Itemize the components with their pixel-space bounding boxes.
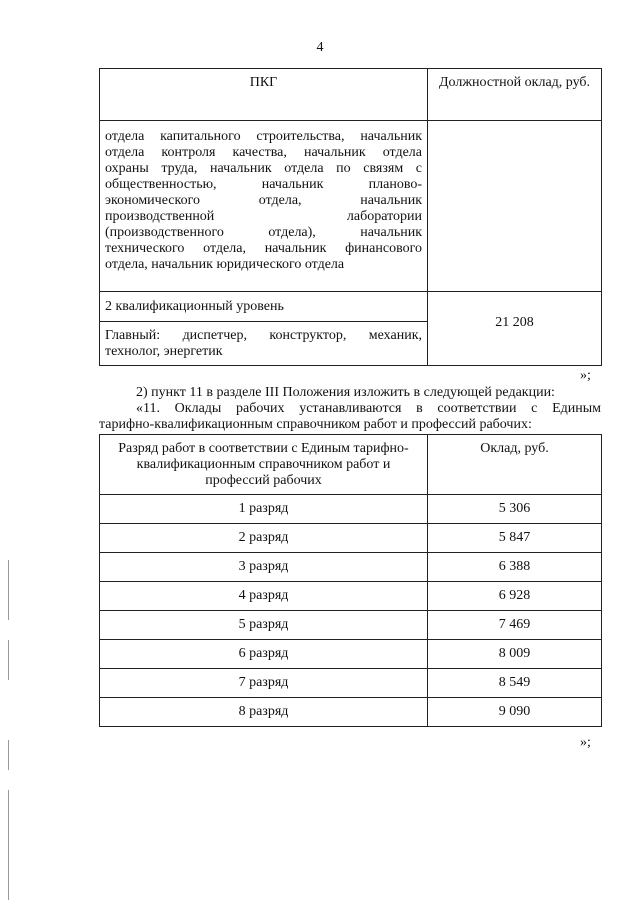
grade-cell: 3 разряд	[100, 553, 428, 582]
closing-quote: »;	[580, 735, 591, 750]
list-item: технического отдела, начальник финансового	[105, 241, 422, 256]
header-salary: Должностной оклад, руб.	[428, 69, 602, 121]
table-row	[100, 640, 602, 669]
grade-cell: 5 разряд	[100, 611, 428, 640]
salary-cell: 5 847	[428, 524, 602, 553]
salary-cell: 6 928	[428, 582, 602, 611]
salary-cell: 6 388	[428, 553, 602, 582]
table-row	[100, 495, 602, 524]
page-number: 4	[316, 40, 324, 55]
table-row	[100, 582, 602, 611]
grade-cell: 1 разряд	[100, 495, 428, 524]
list-item: отдела, начальник юридического отдела	[105, 257, 345, 272]
empty-salary-cell	[428, 121, 602, 292]
salary-cell: 8 549	[428, 669, 602, 698]
list-item: охраны труда, начальник отдела по связям с	[105, 161, 422, 176]
grade-cell: 6 разряд	[100, 640, 428, 669]
table-header-row	[100, 69, 602, 121]
list-item: экономического отдела, начальник	[105, 193, 422, 208]
scan-margin-line	[8, 640, 9, 680]
salary-cell: 5 306	[428, 495, 602, 524]
grade-cell: 7 разряд	[100, 669, 428, 698]
qualification-level-title: 2 квалификационный уровень	[100, 292, 428, 322]
table-row	[100, 611, 602, 640]
table-row	[100, 121, 602, 292]
salary-table-workers	[99, 434, 602, 727]
list-item: отдела контроля качества, начальник отдела	[105, 145, 422, 160]
grade-cell: 8 разряд	[100, 698, 428, 727]
salary-cell: 8 009	[428, 640, 602, 669]
list-item: (производственного отдела), начальник	[105, 225, 422, 240]
table-row	[100, 524, 602, 553]
list-item: производственной лаборатории	[105, 209, 422, 224]
salary-cell: 7 469	[428, 611, 602, 640]
table-row	[100, 669, 602, 698]
table-header-row	[100, 435, 602, 495]
list-item: общественностью, начальник планово-	[105, 177, 422, 192]
paragraph: «11. Оклады рабочих устанавливаются в соответствии с Единым	[136, 401, 601, 416]
header-salary: Оклад, руб.	[428, 435, 602, 495]
scan-margin-line	[8, 790, 9, 900]
table-row	[100, 553, 602, 582]
paragraph: 2) пункт 11 в разделе III Положения изложить в следующей редакции:	[136, 385, 555, 400]
header-pkg: ПКГ	[100, 69, 428, 121]
list-item: отдела капитального строительства, начальник	[105, 129, 422, 144]
header-grade: Разряд работ в соответствии с Единым тарифно-квалификационным справочником работ и профессий рабочих	[100, 435, 428, 495]
level2-salary: 21 208	[428, 292, 602, 366]
scan-margin-line	[8, 560, 9, 620]
grade-cell: 4 разряд	[100, 582, 428, 611]
table-row	[100, 292, 602, 322]
scan-margin-line	[8, 740, 9, 770]
closing-quote: »;	[580, 368, 591, 383]
position-list-cell	[100, 121, 428, 292]
grade-cell: 2 разряд	[100, 524, 428, 553]
salary-cell: 9 090	[428, 698, 602, 727]
paragraph: тарифно-квалификационным справочником работ и профессий рабочих:	[99, 417, 532, 432]
table-row	[100, 698, 602, 727]
level2-positions: Главный: диспетчер, конструктор, механик, технолог, энергетик	[100, 322, 428, 366]
salary-table-pkg	[99, 68, 602, 366]
